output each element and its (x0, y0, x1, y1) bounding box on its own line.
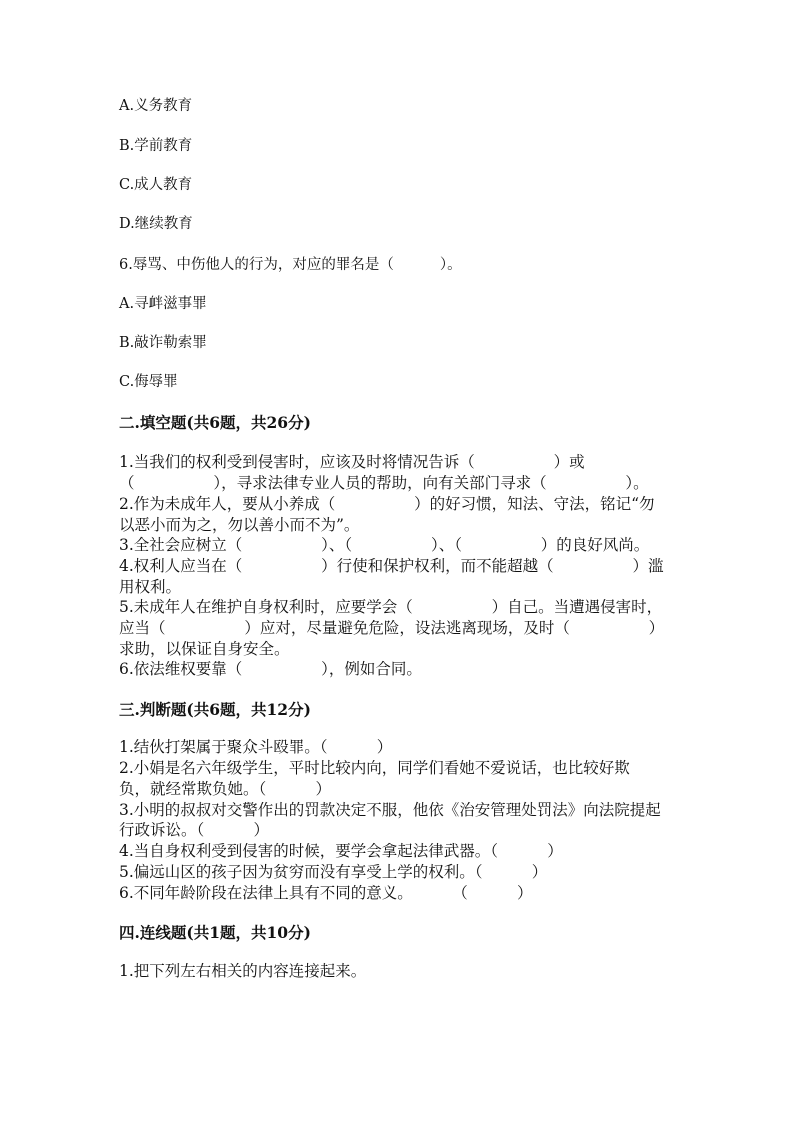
true-false-line: 1.结伙打架属于聚众斗殴罪。（ ） (119, 738, 393, 756)
true-false-line: 行政诉讼。（ ） (119, 821, 270, 839)
fill-blank-line: 以恶小而为之，勿以善小而不为”。 (119, 516, 360, 534)
fill-blank-line: 求助，以保证自身安全。 (119, 640, 290, 658)
fill-blank-line: 4.权利人应当在（ ）行使和保护权利，而不能超越（ ）滥 (119, 557, 664, 575)
true-false-line: 6.不同年龄阶段在法律上具有不同的意义。 （ ） (119, 884, 533, 902)
fill-blank-line: 3.全社会应树立（ ）、（ ）、（ ）的良好风尚。 (119, 536, 650, 554)
q6-option-a: A.寻衅滋事罪 (119, 296, 207, 312)
fill-blank-line: 1.当我们的权利受到侵害时，应该及时将情况告诉（ ）或 (119, 453, 585, 471)
q5-option-a: A.义务教育 (119, 98, 193, 114)
true-false-line: 2.小娟是名六年级学生，平时比较内向，同学们看她不爱说话，也比较好欺 (119, 759, 630, 777)
q5-option-b: B.学前教育 (119, 138, 193, 154)
q6-option-c: C.侮辱罪 (119, 374, 178, 390)
q5-option-c: C.成人教育 (119, 177, 193, 193)
true-false-line: 5.偏远山区的孩子因为贫穷而没有享受上学的权利。（ ） (119, 863, 548, 881)
section-heading-fill-blank: 二.填空题(共6题，共26分) (119, 413, 311, 432)
q6-stem: 6.辱骂、中伤他人的行为，对应的罪名是（ ）。 (119, 257, 462, 273)
section-heading-matching: 四.连线题(共1题，共10分) (119, 923, 311, 942)
true-false-line: 负，就经常欺负她。（ ） (119, 780, 332, 798)
true-false-line: 4.当自身权利受到侵害的时候，要学会拿起法律武器。（ ） (119, 842, 563, 860)
fill-blank-line: 5.未成年人在维护自身权利时，应要学会（ ）自己。当遭遇侵害时， (119, 598, 663, 616)
fill-blank-line: 用权利。 (119, 578, 182, 596)
fill-blank-line: 应当（ ）应对，尽量避免危险，设法逃离现场，及时（ ） (119, 619, 665, 637)
q5-option-d: D.继续教育 (119, 216, 193, 232)
fill-blank-line: （ ），寻求法律专业人员的帮助，向有关部门寻求（ ）。 (119, 474, 649, 492)
fill-blank-line: 2.作为未成年人，要从小养成（ ）的好习惯，知法、守法，铭记“勿 (119, 495, 655, 513)
true-false-line: 3.小明的叔叔对交警作出的罚款决定不服，他依《治安管理处罚法》向法院提起 (119, 801, 661, 819)
section-heading-true-false: 三.判断题(共6题，共12分) (119, 700, 311, 719)
q6-option-b: B.敲诈勒索罪 (119, 335, 207, 351)
fill-blank-line: 6.依法维权要靠（ ），例如合同。 (119, 660, 422, 678)
matching-question: 1.把下列左右相关的内容连接起来。 (119, 962, 367, 980)
